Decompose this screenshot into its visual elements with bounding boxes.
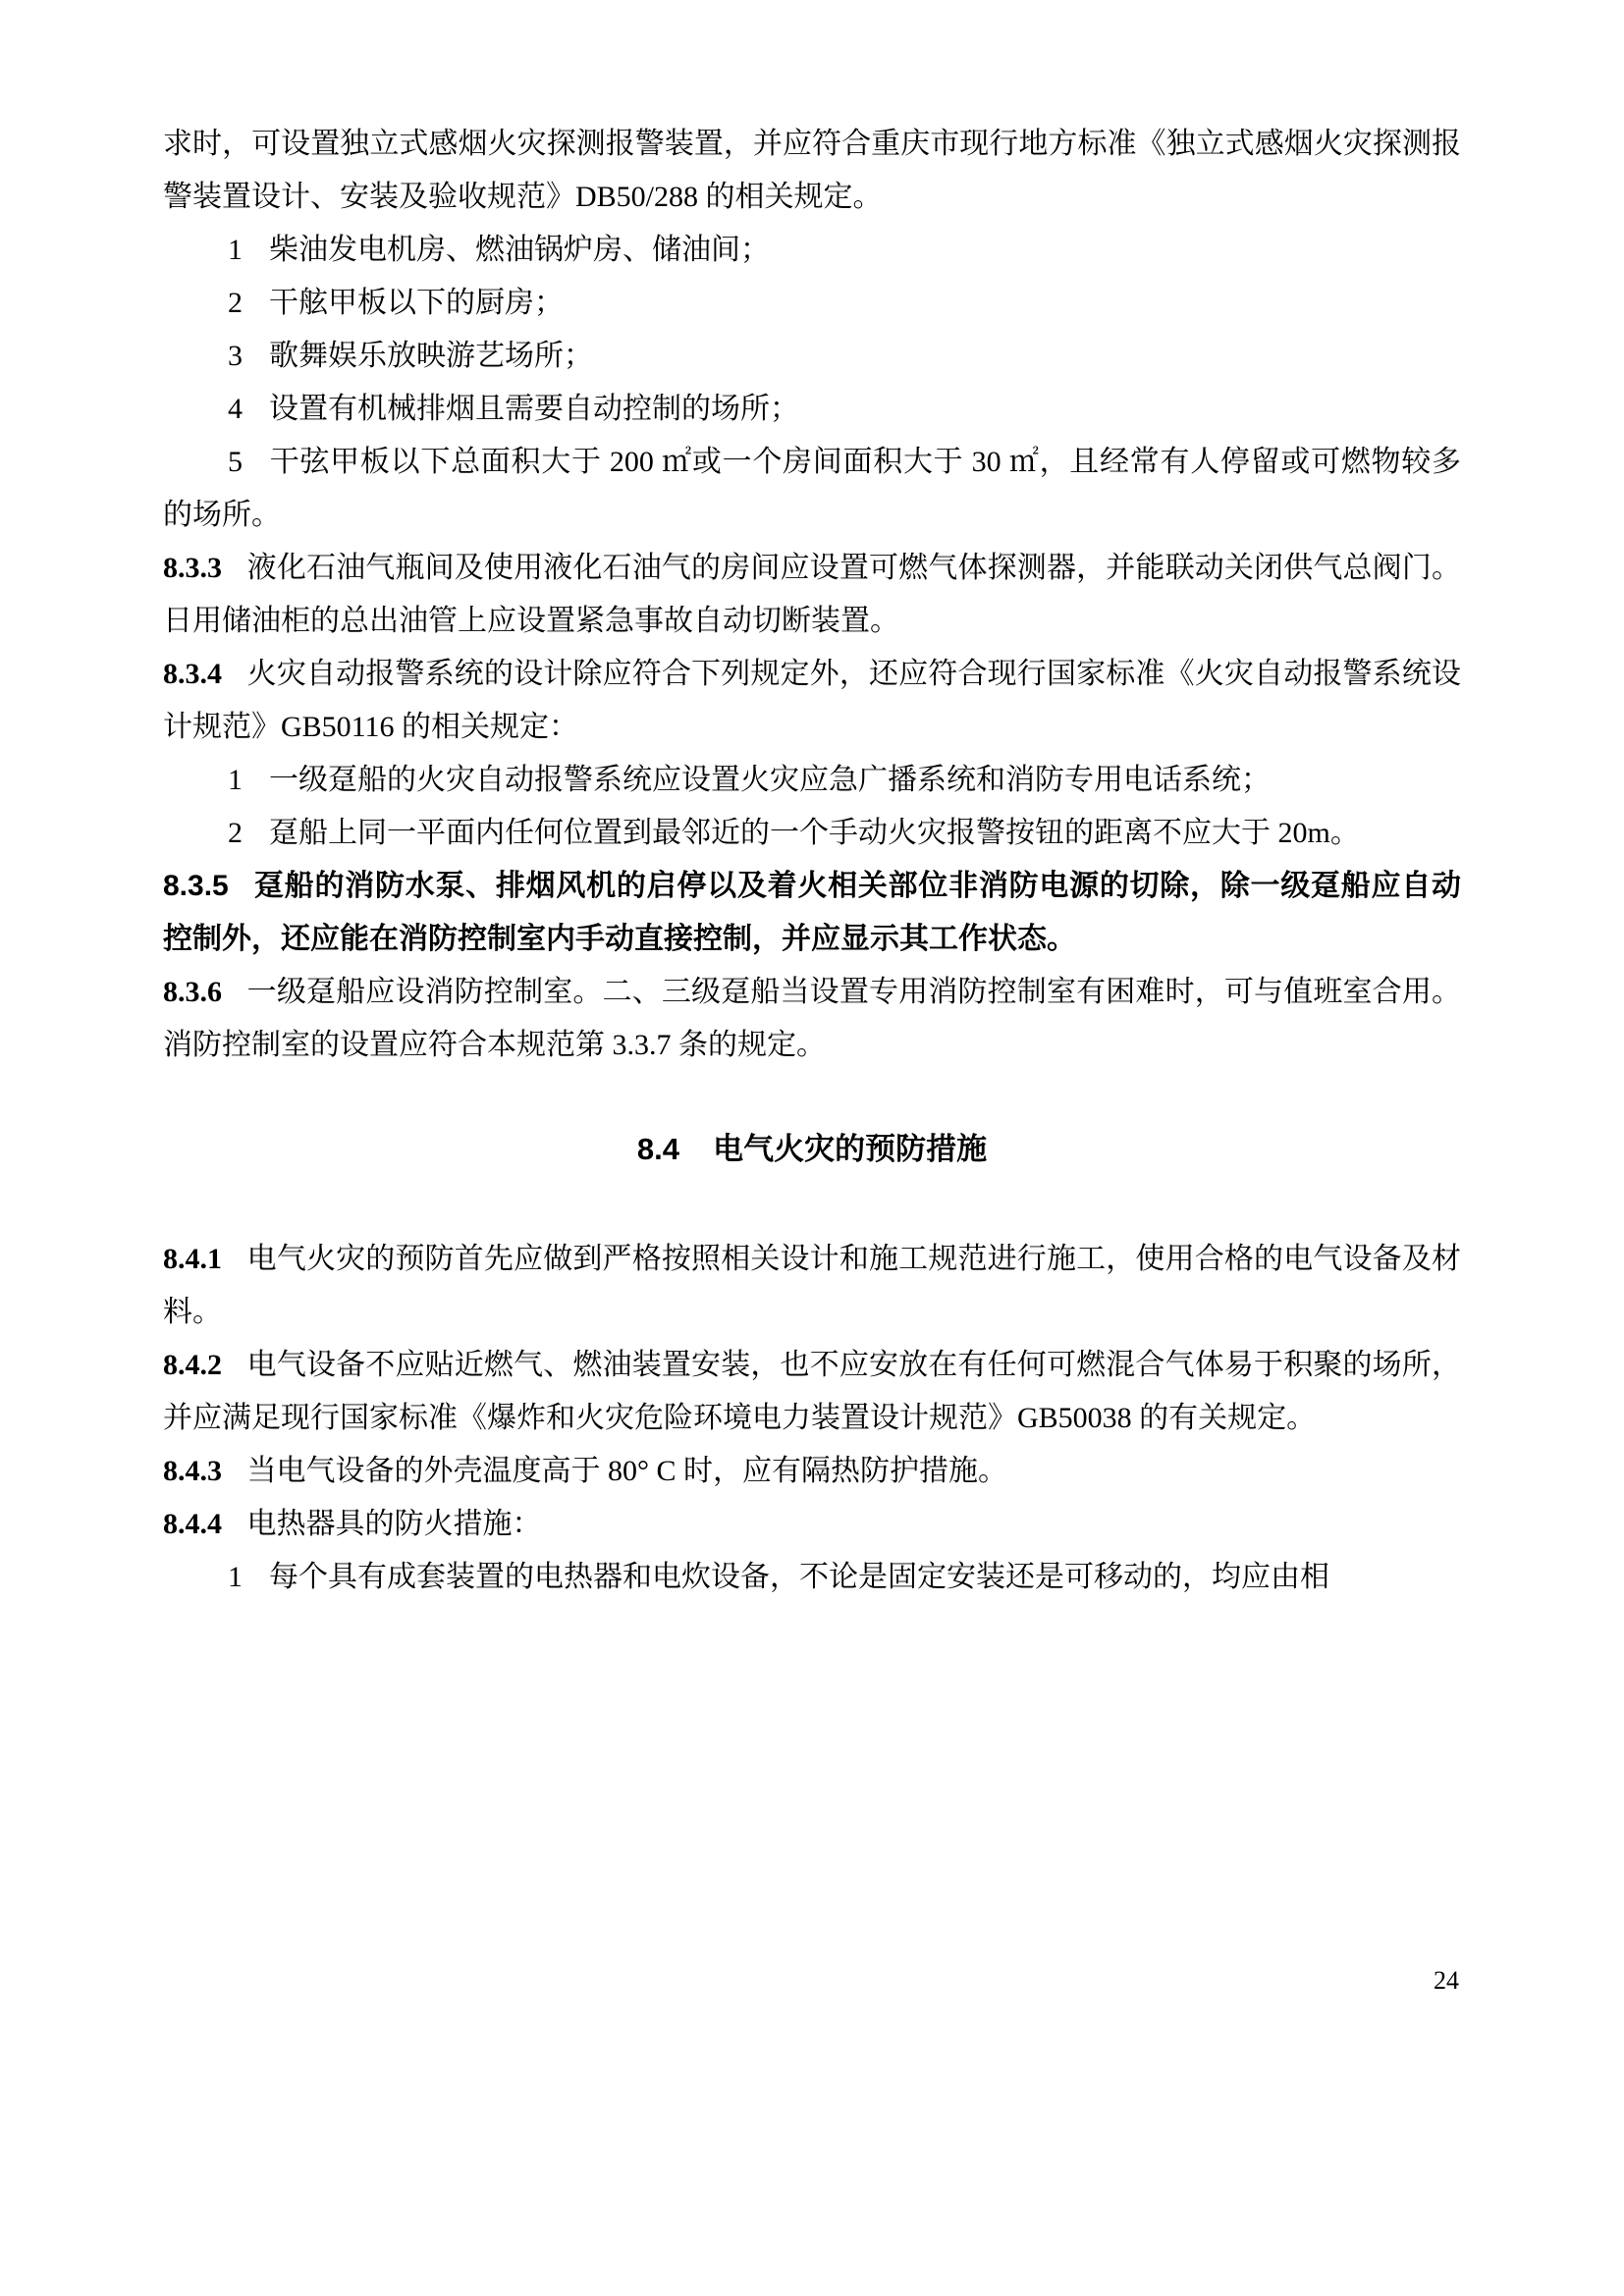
paragraph-text: 趸船上同一平面内任何位置到最邻近的一个手动火灾报警按钮的距离不应大于 20m。 — [269, 817, 1360, 849]
clause-paragraph — [163, 1445, 1461, 1498]
paragraph-text: 每个具有成套装置的电热器和电炊设备，不论是固定安装还是可移动的，均应由相 — [269, 1561, 1329, 1593]
paragraph-text: 求时，可设置独立式感烟火灾探测报警装置，并应符合重庆市现行地方标准《独立式感烟火灾探测报警装置设计、安装及验收规范》DB50/288 的相关规定。 — [163, 128, 1461, 213]
paragraph-text: 一级趸船的火灾自动报警系统应设置火灾应急广播系统和消防专用电话系统； — [269, 764, 1271, 796]
paragraph-text: 电气设备不应贴近燃气、燃油装置安装，也不应安放在有任何可燃混合气体易于积聚的场所，并应满足现行国家标准《爆炸和火灾危险环境电力装置设计规范》GB50038 的有关规定。 — [163, 1349, 1461, 1434]
clause-number: 8.3.4 — [163, 658, 222, 690]
clause-paragraph — [163, 542, 1461, 648]
list-item — [163, 807, 1461, 860]
clause-paragraph — [163, 1339, 1461, 1445]
list-item — [163, 330, 1461, 383]
clause-number: 8.3.3 — [163, 552, 222, 584]
clause-paragraph — [163, 966, 1461, 1072]
paragraph-text: 液化石油气瓶间及使用液化石油气的房间应设置可燃气体探测器，并能联动关闭供气总阀门。日用储油柜的总出油管上应设置紧急事故自动切断装置。 — [163, 552, 1461, 637]
clause-number: 8.4.2 — [163, 1349, 222, 1381]
list-number: 4 — [228, 393, 243, 425]
list-number: 2 — [228, 287, 243, 319]
clause-number: 8.4.3 — [163, 1455, 222, 1487]
list-number: 1 — [228, 764, 243, 796]
list-number: 2 — [228, 817, 243, 849]
list-item — [163, 436, 1461, 542]
list-item — [163, 277, 1461, 330]
paragraph-text: 当电气设备的外壳温度高于 80° C 时，应有隔热防护措施。 — [246, 1455, 1008, 1487]
paragraph-text: 电气火灾的预防首先应做到严格按照相关设计和施工规范进行施工，使用合格的电气设备及材料。 — [163, 1243, 1461, 1328]
section-heading — [163, 1123, 1461, 1176]
paragraph-text: 电热器具的防火措施： — [246, 1508, 542, 1540]
page-number: 24 — [1434, 1966, 1459, 1995]
list-item — [163, 224, 1461, 277]
list-number: 3 — [228, 340, 243, 372]
section-title: 电气火灾的预防措施 — [713, 1132, 988, 1166]
paragraph-text: 歌舞娱乐放映游艺场所； — [269, 340, 593, 372]
clause-number: 8.3.6 — [163, 976, 222, 1008]
body-paragraph — [163, 118, 1461, 224]
page-content — [163, 118, 1461, 1604]
clause-paragraph — [163, 1498, 1461, 1551]
clause-paragraph — [163, 648, 1461, 754]
list-number: 1 — [228, 234, 243, 266]
list-number: 5 — [228, 446, 243, 478]
section-number: 8.4 — [636, 1132, 679, 1166]
paragraph-text: 火灾自动报警系统的设计除应符合下列规定外，还应符合现行国家标准《火灾自动报警系统设计规范》GB50116 的相关规定： — [163, 658, 1461, 743]
clause-paragraph — [163, 860, 1461, 966]
clause-number: 8.4.4 — [163, 1508, 222, 1540]
paragraph-text: 一级趸船应设消防控制室。二、三级趸船当设置专用消防控制室有困难时，可与值班室合用。消防控制室的设置应符合本规范第 3.3.7 条的规定。 — [163, 976, 1461, 1061]
paragraph-text: 干弦甲板以下总面积大于 200 ㎡或一个房间面积大于 30 ㎡，且经常有人停留或可燃物较多的场所。 — [163, 446, 1461, 531]
list-item — [163, 383, 1461, 436]
clause-number: 8.4.1 — [163, 1243, 222, 1275]
paragraph-text: 柴油发电机房、燃油锅炉房、储油间； — [269, 234, 770, 266]
clause-number: 8.3.5 — [163, 870, 229, 902]
paragraph-text: 趸船的消防水泵、排烟风机的启停以及着火相关部位非消防电源的切除，除一级趸船应自动控制外，还应能在消防控制室内手动直接控制，并应显示其工作状态。 — [163, 870, 1461, 955]
list-number: 1 — [228, 1561, 243, 1593]
paragraph-text: 干舷甲板以下的厨房； — [269, 287, 564, 319]
list-item — [163, 1551, 1461, 1604]
paragraph-text: 设置有机械排烟且需要自动控制的场所； — [269, 393, 799, 425]
clause-paragraph — [163, 1233, 1461, 1339]
list-item — [163, 754, 1461, 807]
